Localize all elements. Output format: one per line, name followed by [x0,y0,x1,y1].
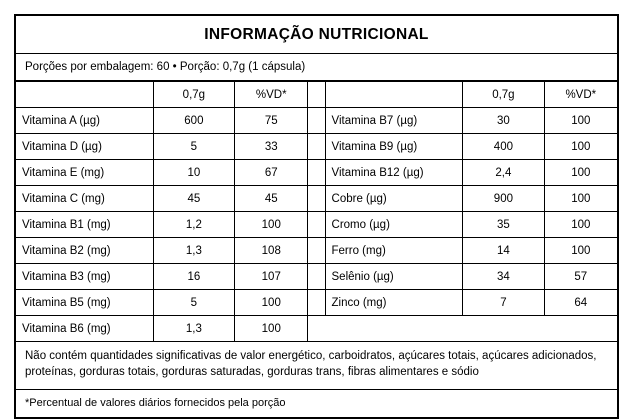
nutrient-dv-right [544,316,617,342]
nutrient-dv-left: 100 [235,316,308,342]
nutrient-name-left: Vitamina A (µg) [16,108,153,134]
nutrition-label [14,14,619,419]
nutrient-dv-right: 100 [544,160,617,186]
nutrient-dv-left: 45 [235,186,308,212]
nutrient-name-left: Vitamina C (mg) [16,186,153,212]
nutrient-amount-left: 10 [153,160,234,186]
table-row [16,186,617,212]
nutrient-name-right: Ferro (mg) [325,238,463,264]
nutrient-name-right [325,316,463,342]
nutrient-dv-left: 33 [235,134,308,160]
table-header-row [16,82,617,108]
nutrient-amount-left: 600 [153,108,234,134]
nutrient-name-right: Zinco (mg) [325,290,463,316]
table-row [16,290,617,316]
nutrient-name-left: Vitamina B1 (mg) [16,212,153,238]
nutrient-name-right: Vitamina B9 (µg) [325,134,463,160]
table-row [16,264,617,290]
nutrient-amount-right: 400 [463,134,544,160]
column-gap [308,212,325,238]
column-gap [308,264,325,290]
table-row [16,212,617,238]
nutrient-amount-left: 16 [153,264,234,290]
nutrient-amount-right: 7 [463,290,544,316]
nutrient-name-left: Vitamina B3 (mg) [16,264,153,290]
nutrient-dv-left: 107 [235,264,308,290]
nutrient-amount-right: 14 [463,238,544,264]
table-body [16,108,617,342]
column-gap [308,290,325,316]
header-amount-left: 0,7g [153,82,234,108]
nutrient-dv-left: 100 [235,290,308,316]
nutrient-name-left: Vitamina B2 (mg) [16,238,153,264]
column-gap [308,186,325,212]
table-row [16,134,617,160]
table-row [16,238,617,264]
nutrient-name-left: Vitamina B6 (mg) [16,316,153,342]
nutrient-dv-right: 100 [544,212,617,238]
nutrient-amount-right: 30 [463,108,544,134]
nutrient-amount-left: 5 [153,290,234,316]
header-nutrient-left [16,82,153,108]
header-nutrient-right [325,82,463,108]
header-dv-right: %VD* [544,82,617,108]
nutrient-name-right: Cobre (µg) [325,186,463,212]
nutrient-amount-left: 45 [153,186,234,212]
nutrient-dv-right: 57 [544,264,617,290]
portions-info: Porções por embalagem: 60 • Porção: 0,7g (1 cápsula) [16,54,617,81]
footnote-insignificant-amounts: Não contém quantidades significativas de valor energético, carboidratos, açúcares totais, açúcares adicionados, proteínas, gorduras totais, gorduras saturadas, gorduras trans, fibras alimentares e sódio [16,341,617,389]
nutrient-amount-left: 1,3 [153,238,234,264]
nutrient-name-right: Selênio (µg) [325,264,463,290]
nutrient-name-left: Vitamina E (mg) [16,160,153,186]
nutrient-name-left: Vitamina B5 (mg) [16,290,153,316]
header-dv-left: %VD* [235,82,308,108]
nutrient-name-right: Vitamina B12 (µg) [325,160,463,186]
header-amount-right: 0,7g [463,82,544,108]
table-header [16,82,617,108]
nutrient-name-left: Vitamina D (µg) [16,134,153,160]
footnote-daily-values: *Percentual de valores diários fornecidos pela porção [16,389,617,417]
nutrient-amount-right: 35 [463,212,544,238]
column-gap [308,238,325,264]
nutrient-amount-left: 5 [153,134,234,160]
column-gap [308,134,325,160]
nutrient-amount-left: 1,2 [153,212,234,238]
nutrient-name-right: Cromo (µg) [325,212,463,238]
nutrient-dv-right: 100 [544,108,617,134]
nutrient-amount-right: 900 [463,186,544,212]
nutrient-dv-left: 100 [235,212,308,238]
table-row [16,316,617,342]
column-gap [308,108,325,134]
nutrient-dv-right: 100 [544,186,617,212]
column-gap [308,82,325,108]
nutrient-amount-right: 2,4 [463,160,544,186]
table-row [16,108,617,134]
nutrient-dv-left: 67 [235,160,308,186]
nutrient-dv-right: 100 [544,134,617,160]
nutrient-dv-left: 75 [235,108,308,134]
column-gap [308,160,325,186]
nutrient-dv-left: 108 [235,238,308,264]
column-gap [308,316,325,342]
table-row [16,160,617,186]
nutrient-amount-left: 1,3 [153,316,234,342]
nutrient-name-right: Vitamina B7 (µg) [325,108,463,134]
nutrient-amount-right: 34 [463,264,544,290]
page-title: INFORMAÇÃO NUTRICIONAL [16,16,617,54]
nutrient-dv-right: 64 [544,290,617,316]
nutrient-amount-right [463,316,544,342]
nutrient-dv-right: 100 [544,238,617,264]
nutrition-table [16,81,617,341]
